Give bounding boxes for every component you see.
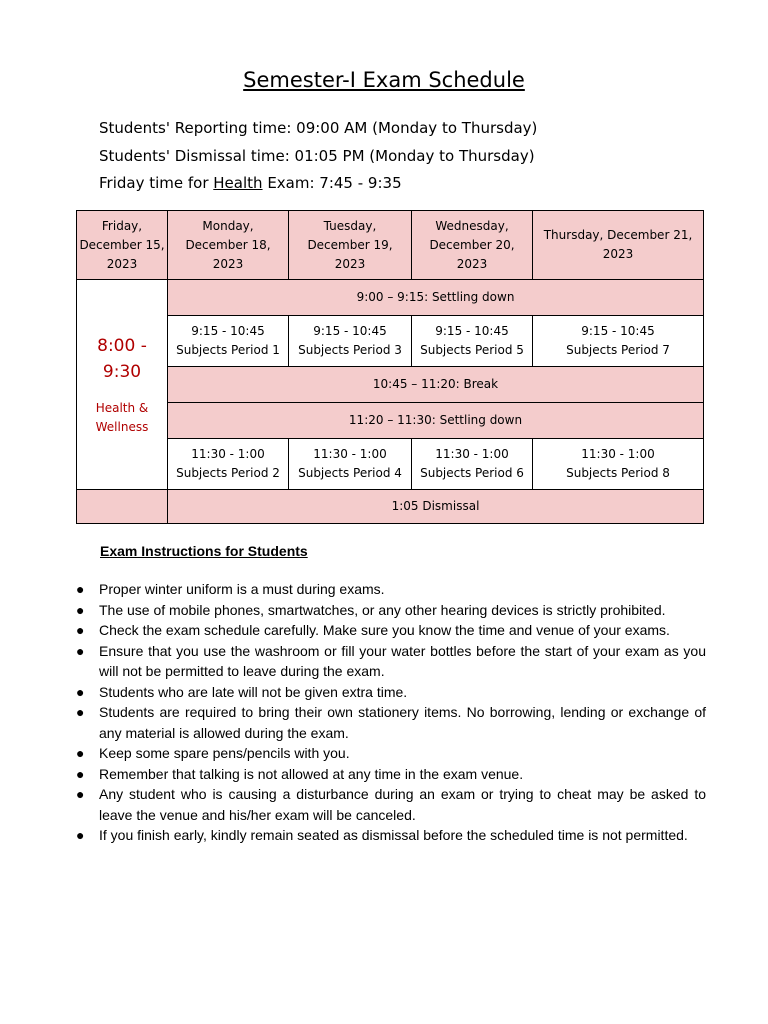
list-item — [76, 641, 706, 682]
slot-time: 11:30 - 1:00 — [191, 447, 265, 461]
slot-cell — [289, 316, 412, 367]
bullet-icon: ● — [76, 827, 85, 843]
instruction-text: Students are required to bring their own stationery items. No borrowing, lending or exchange of any material is allowed during the exam. — [99, 704, 706, 741]
slot-cell — [289, 439, 412, 490]
list-item — [76, 600, 706, 621]
slot-time: 9:15 - 10:45 — [581, 324, 655, 338]
instructions-list — [76, 579, 706, 846]
instruction-text: Any student who is causing a disturbance during an exam or trying to cheat may be asked to leave the venue and his/her exam will be canceled. — [99, 786, 706, 823]
list-item — [76, 682, 706, 703]
instruction-text: If you finish early, kindly remain seated as dismissal before the scheduled time is not permitted. — [99, 827, 688, 843]
list-item — [76, 620, 706, 641]
slot-cell — [412, 316, 533, 367]
header-tuesday: Tuesday, December 19, 2023 — [289, 211, 412, 280]
slot-subject: Subjects Period 8 — [566, 466, 670, 480]
settling-band-1: 9:00 – 9:15: Settling down — [168, 280, 704, 316]
header-thursday: Thursday, December 21, 2023 — [533, 211, 704, 280]
slot-subject: Subjects Period 5 — [420, 343, 524, 357]
list-item — [76, 743, 706, 764]
slot-subject: Subjects Period 1 — [176, 343, 280, 357]
slot-row-1 — [77, 316, 704, 367]
instructions-heading: Exam Instructions for Students — [100, 543, 308, 559]
slot-cell — [412, 439, 533, 490]
slot-time: 9:15 - 10:45 — [191, 324, 265, 338]
page-title: Semester-I Exam Schedule — [243, 68, 525, 92]
friday-exam-cell — [77, 280, 168, 490]
dismissal-empty-cell — [77, 490, 168, 524]
bullet-icon: ● — [76, 704, 85, 720]
slot-cell — [168, 316, 289, 367]
friday-time-suffix: Exam: 7:45 - 9:35 — [262, 174, 402, 192]
list-item — [76, 702, 706, 743]
bullet-icon: ● — [76, 765, 85, 782]
reporting-time: Students' Reporting time: 09:00 AM (Monday to Thursday) — [99, 119, 538, 137]
friday-exam-subject: Health & Wellness — [95, 400, 149, 434]
bullet-icon: ● — [76, 745, 85, 761]
schedule-header-row — [77, 211, 704, 280]
slot-time: 11:30 - 1:00 — [435, 447, 509, 461]
slot-subject: Subjects Period 3 — [298, 343, 402, 357]
dismissal-band: 1:05 Dismissal — [168, 490, 704, 524]
settling-row-2 — [77, 403, 704, 439]
slot-time: 11:30 - 1:00 — [313, 447, 387, 461]
list-item — [76, 764, 706, 785]
bullet-icon: ● — [76, 601, 85, 618]
friday-time-health: Health — [213, 174, 263, 192]
list-item — [76, 579, 706, 600]
bullet-icon: ● — [76, 683, 85, 700]
bullet-icon: ● — [76, 581, 85, 597]
header-wednesday: Wednesday, December 20, 2023 — [412, 211, 533, 280]
bullet-icon: ● — [76, 622, 85, 638]
instruction-text: Students who are late will not be given extra time. — [99, 683, 408, 700]
slot-time: 9:15 - 10:45 — [435, 324, 509, 338]
friday-time-prefix: Friday time for — [99, 174, 214, 192]
header-friday: Friday, December 15, 2023 — [77, 211, 168, 280]
instruction-text: Remember that talking is not allowed at any time in the exam venue. — [99, 765, 524, 782]
break-band: 10:45 – 11:20: Break — [168, 367, 704, 403]
instruction-text: Keep some spare pens/pencils with you. — [99, 745, 350, 761]
dismissal-time: Students' Dismissal time: 01:05 PM (Monday to Thursday) — [99, 147, 535, 165]
settling-row-1 — [77, 280, 704, 316]
slot-cell — [533, 439, 704, 490]
slot-subject: Subjects Period 4 — [298, 466, 402, 480]
list-item — [76, 784, 706, 825]
exam-schedule-table — [76, 210, 704, 524]
instruction-text: Check the exam schedule carefully. Make sure you know the time and venue of your exams. — [99, 622, 670, 638]
dismissal-row — [77, 490, 704, 524]
break-row — [77, 367, 704, 403]
slot-cell — [533, 316, 704, 367]
instruction-text: The use of mobile phones, smartwatches, or any other hearing devices is strictly prohibited. — [99, 601, 666, 618]
list-item — [76, 825, 706, 846]
friday-time — [99, 174, 402, 192]
bullet-icon: ● — [76, 786, 85, 802]
slot-subject: Subjects Period 2 — [176, 466, 280, 480]
slot-subject: Subjects Period 7 — [566, 343, 670, 357]
slot-time: 11:30 - 1:00 — [581, 447, 655, 461]
slot-subject: Subjects Period 6 — [420, 466, 524, 480]
slot-row-2 — [77, 439, 704, 490]
slot-cell — [168, 439, 289, 490]
friday-exam-time: 8:00 - 9:30 — [97, 335, 147, 382]
slot-time: 9:15 - 10:45 — [313, 324, 387, 338]
instruction-text: Proper winter uniform is a must during exams. — [99, 581, 385, 597]
header-monday: Monday, December 18, 2023 — [168, 211, 289, 280]
bullet-icon: ● — [76, 642, 85, 659]
settling-band-2: 11:20 – 11:30: Settling down — [168, 403, 704, 439]
instruction-text: Ensure that you use the washroom or fill your water bottles before the start of your exam as you will not be permitted to leave during the exam. — [99, 642, 706, 679]
